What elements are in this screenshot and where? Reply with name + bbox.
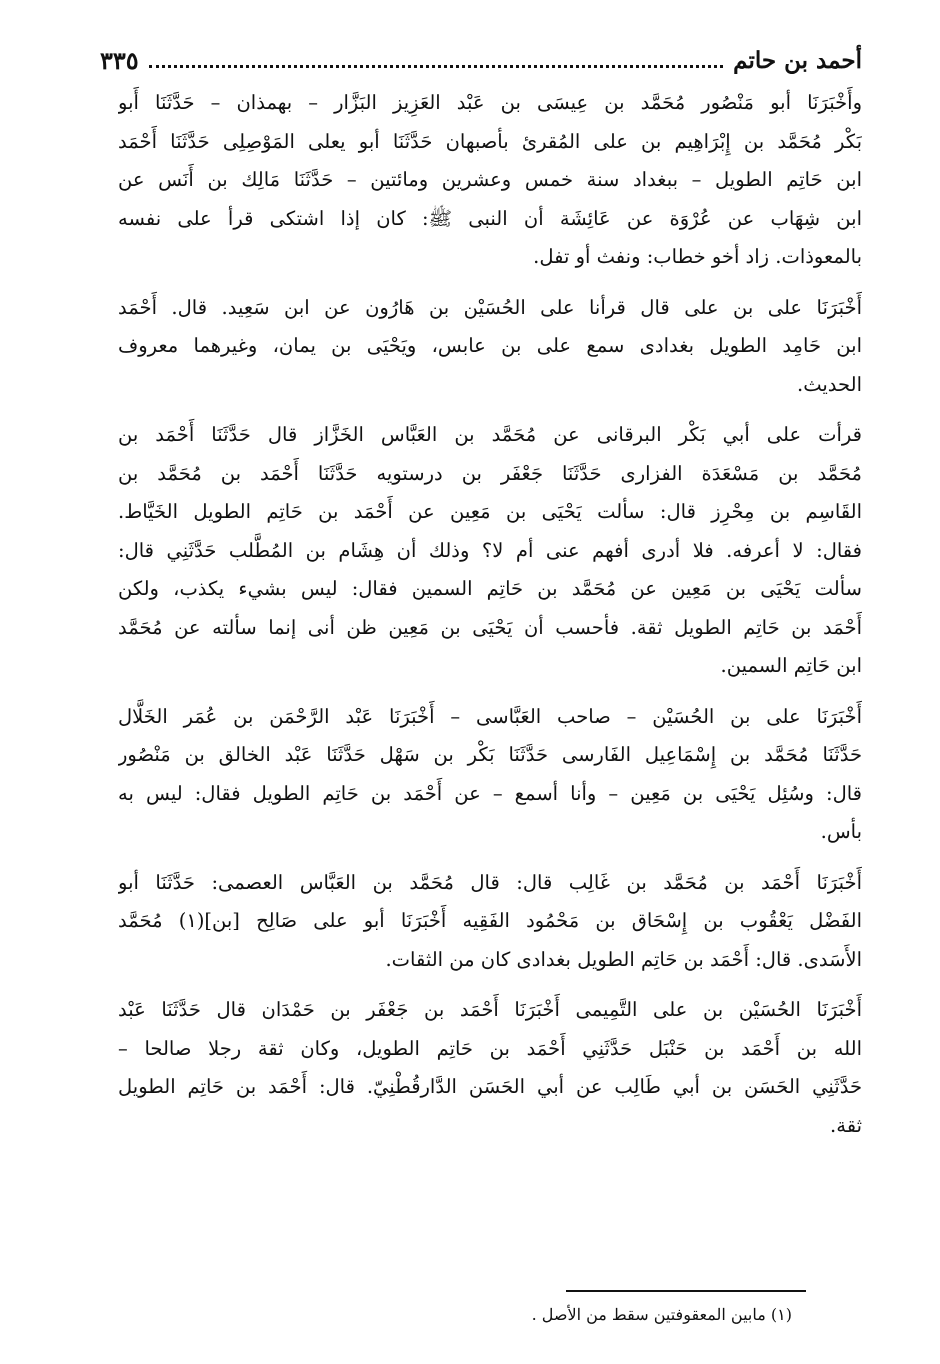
text-line: وأَخْبَرَنَا أبو مَنْصُور مُحَمَّد بن عِيسَى بن عَبْد العَزِيز البَزَّار – بهمذان – حَدَّثَنَا أَبو [118,91,862,114]
text-line: ابن حَامِد الطويل بغدادى سمع على بن عابس، ويَحْيَى بن يمان، وغيرهما معروف [118,334,862,357]
text-line: ابن شِهَاب عن عُرْوَة عن عَائِشَة أن النبى ﷺ: كان إذا اشتكى قرأ على نفسه [118,206,862,230]
text-line: قرأت على أبي بَكْر البرقانى عن مُحَمَّد بن العَبَّاس الخَزَّاز قال حَدَّثَنَا أَحْمَد بن [118,423,862,446]
running-header [100,40,862,80]
text-line: أَخْبَرَنَا الحُسَيْن بن على التَّمِيمى أَخْبَرَنَا أَحْمَد بن جَعْفَر بن حَمْدَان قال حَدَّثَنَا عَبْد [118,998,862,1021]
text-line: مُحَمَّد بن مَسْعَدَة الفزارى حَدَّثَنَا جَعْفَر بن درستويه حَدَّثَنَا أَحْمَد بن مُحَمَّد بن [118,461,862,485]
text-line: الحديث. [797,372,862,396]
text-line: أَخْبَرَنَا أَحْمَد بن مُحَمَّد بن غَالِب قال: قال مُحَمَّد بن العَبَّاس العصمى: حَدَّثَنَا أبو [118,870,862,894]
text-line: الفَضْل يَعْقُوب بن إِسْحَاق بن مَحْمُود الفَقِيه أَخْبَرَنَا أبو على صَالِح [بن](١) مُحَمَّد [118,909,862,932]
text-line: سألت يَحْيَى بن مَعِين عن مُحَمَّد بن حَاتِم السمين فقال: ليس بشيء يكذب، ولكن [118,577,862,600]
text-line: حَدَّثَنَا مُحَمَّد بن إِسْمَاعِيل الفَارسى حَدَّثَنَا بَكْر بن سَهْل حَدَّثَنَا عَبْد الخالق بن مَنْصُور [118,743,862,766]
dotted-leader [149,65,723,68]
text-line: أَحْمَد بن حَاتِم الطويل ثقة. فأحسب أن يَحْيَى بن مَعِين ظن أنى إنما سألته عن مُحَمَّد [118,615,862,639]
text-line: بأس. [820,820,862,843]
text-line: ابن حَاتِم السمين. [720,654,862,677]
text-line: الأَسَدى. قال: أَحْمَد بن حَاتِم الطويل بغدادى كان من الثقات. [385,947,862,971]
text-line: فقال: لا أعرفه. فلا أدرى أفهم عنى أم لا؟ وذلك أن هِشَام بن المُطَّلب حَدَّثَنِي قال: [118,538,862,562]
header-title: أحمد بن حاتم [733,46,862,74]
text-line: ابن حَاتِم الطويل – ببغداد سنة خمس وعشرين ومائتين – حَدَّثَنَا مَالِك بن أَنَس عن [118,168,862,191]
footnote: (١) مابين المعقوفتين سقط من الأصل . [531,1305,792,1324]
text-line: أَخْبَرَنَا على بن على قال قرأنا على الحُسَيْن بن هَارُون عن ابن سَعِيد. قال. أَحْمَد [118,295,862,319]
paragraph [118,864,862,980]
text-line: حَدَّثَنِي الحَسَن بن أبي طَالِب عن أبي الحَسَن الدَّارقُطْنِيّ. قال: أَحْمَد بن حَاتِم الطويل [118,1075,862,1098]
text-line: بَكْر مُحَمَّد بن إِبْرَاهِيم بن على المُقرئ بأصبهان حَدَّثَنَا أبو يعلى المَوْصِلِى حَدَّثَنَا أَحْمَد [118,129,862,153]
main-text [118,84,862,1157]
text-line: أَخْبَرَنَا على بن الحُسَيْن – صاحب العَبَّاسى – أَخْبَرَنَا عَبْد الرَّحْمَن بن عُمَر الخَلَّال [118,704,862,728]
text-line: الله بن أَحْمَد بن حَنْبَل حَدَّثَنِي أَحْمَد بن حَاتِم الطويل، وكان ثقة رجلا صالحا – [118,1036,862,1060]
paragraph [118,84,862,277]
text-line: قال: وسُئِل يَحْيَى بن مَعِين – وأنا أسمع – عن أَحْمَد بن حَاتِم الطويل فقال: ليس به [118,781,862,805]
footnote-divider [566,1290,806,1292]
paragraph [118,289,862,405]
paragraph [118,698,862,852]
text-line: بالمعوذات. زاد أخو خطاب: ونفث أو تفل. [533,245,862,268]
page-number: ٣٣٥ [100,45,139,75]
paragraph [118,991,862,1145]
text-line: القَاسِم بن مِحْرِز قال: سألت يَحْيَى بن مَعِين عن أَحْمَد بن حَاتِم الطويل الخَيَّاط. [118,500,862,523]
text-line: ثقة. [830,1113,862,1137]
paragraph [118,416,862,686]
